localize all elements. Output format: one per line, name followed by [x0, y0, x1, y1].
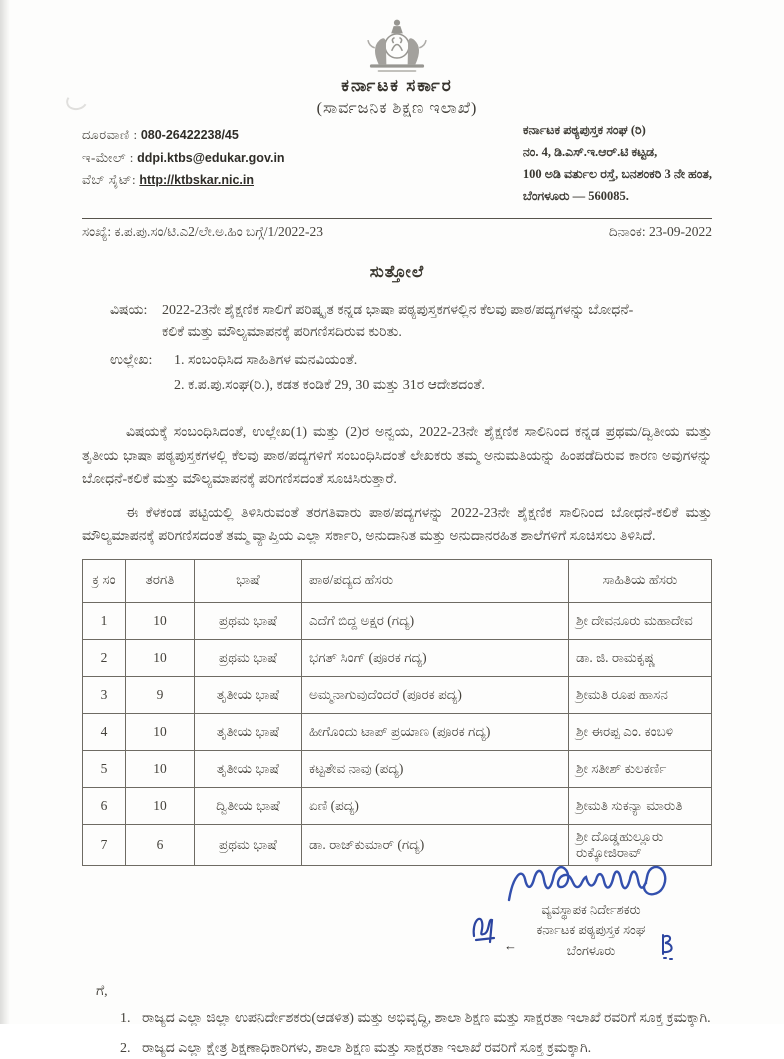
table-row [83, 750, 712, 787]
cell-sl: 2 [83, 639, 126, 676]
cell-language: ಪ್ರಥಮ ಭಾಷೆ [195, 602, 302, 639]
phone-row [82, 124, 285, 147]
cell-author: ಶ್ರೀ ದೇವನೂರು ಮಹಾದೇವ [569, 602, 712, 639]
government-name: ಕರ್ನಾಟಕ ಸರ್ಕಾರ [341, 76, 453, 95]
cell-language: ಪ್ರಥಮ ಭಾಷೆ [195, 824, 302, 865]
header-class: ತರಗತಿ [126, 559, 195, 602]
cell-sl: 3 [83, 676, 126, 713]
horizontal-rule [82, 218, 712, 219]
cell-lesson: ಭಗತ್ ಸಿಂಗ್ (ಪೂರಕ ಗದ್ಯ) [302, 639, 569, 676]
cell-author: ಶ್ರೀಮತಿ ರೂಪ ಹಾಸನ [569, 676, 712, 713]
cell-author: ಶ್ರೀ ಈರಪ್ಪ ಎಂ. ಕಂಬಳಿ [569, 713, 712, 750]
website-row [82, 169, 285, 192]
header-sl-no: ಕ್ರ ಸಂ [83, 559, 126, 602]
signatory-designation: ವ್ಯವಸ್ಥಾಪಕ ನಿರ್ದೇಶಕರು [541, 901, 641, 917]
cell-sl: 1 [83, 602, 126, 639]
distribution-item [120, 1038, 712, 1059]
subject-text: 2022-23ನೇ ಶೈಕ್ಷಣಿಕ ಸಾಲಿಗೆ ಪರಿಷ್ಕೃತ ಕನ್ನಡ ಭಾಷಾ ಪಠ್ಯಪುಸ್ತಕಗಳಲ್ಲಿನ ಕೆಲವು ಪಾಠ/ಪದ್ಯಗಳನ್ನು ಬೋಧನೆ-ಕಲಿಕೆ ಮತ್ತು ಮೌಲ್ಯಮಾಪನಕ್ಕೆ ಪರಿಗಣಿಸದಿರುವ ಕುರಿತು. [162, 302, 634, 340]
cell-author: ಡಾ. ಜಿ. ರಾಮಕೃಷ್ಣ [569, 639, 712, 676]
body-paragraph-2: ಈ ಕೆಳಕಂಡ ಪಟ್ಟಿಯಲ್ಲಿ ತಿಳಿಸಿರುವಂತೆ ತರಗತಿವಾರು ಪಾಠ/ಪದ್ಯಗಳನ್ನು 2022-23ನೇ ಶೈಕ್ಷಣಿಕ ಸಾಲಿನಿಂದ ಬೋಧನೆ-ಕಲಿಕೆ ಮತ್ತು ಮೌಲ್ಯಮಾಪನಕ್ಕೆ ಪರಿಗಣಿಸದಂತೆ ತಮ್ಮ ವ್ಯಾಪ್ತಿಯ ಎಲ್ಲಾ ಸರ್ಕಾರಿ, ಅನುದಾನಿತ ಮತ್ತು ಅನುದಾನರಹಿತ ಶಾಲೆಗಳಿಗೆ ಸೂಚಿಸಲು ತಿಳಿಸಿದೆ. [82, 505, 712, 545]
cell-sl: 4 [83, 713, 126, 750]
distribution-list [82, 984, 712, 1059]
document-title: ಸುತ್ತೋಲೆ [369, 261, 425, 281]
cell-lesson: ಕಟ್ಟತೇವ ನಾವು (ಪದ್ಯ) [302, 750, 569, 787]
phone-number: 080-26422238/45 [140, 128, 239, 142]
header-author-name: ಸಾಹಿತಿಯ ಹೆಸರು [569, 559, 712, 602]
contact-address-block [82, 124, 712, 208]
cell-class: 10 [126, 787, 195, 824]
table-row [83, 713, 712, 750]
contact-details [82, 124, 285, 208]
cell-language: ತೃತೀಯ ಭಾಷೆ [195, 676, 302, 713]
address-line-1: ಕರ್ನಾಟಕ ಪಠ್ಯಪುಸ್ತಕ ಸಂಘ (ರಿ) [522, 123, 646, 137]
header-lesson-name: ಪಾಠ/ಪದ್ಯದ ಹೆಸರು [302, 559, 569, 602]
ink-initial-mark [658, 932, 678, 962]
lessons-table [82, 559, 712, 866]
scan-edge-shadow [0, 0, 10, 1024]
header-language: ಭಾಷೆ [195, 559, 302, 602]
references-block [110, 350, 712, 399]
subject-label: ವಿಷಯ: [110, 302, 148, 318]
address-line-2: ನಂ. 4, ಡಿ.ಎಸ್.ಇ.ಆರ್.ಟಿ ಕಟ್ಟಡ, [522, 144, 658, 159]
item-text: ರಾಜ್ಯದ ಎಲ್ಲಾ ಜಿಲ್ಲಾ ಉಪನಿರ್ದೇಶಕರು(ಆಡಳಿತ) ಮತ್ತು ಅಭಿವೃದ್ಧಿ, ಶಾಲಾ ಶಿಕ್ಷಣ ಮತ್ತು ಸಾಕ್ಷರತಾ ಇಲಾಖೆ ರವರಿಗೆ ಸೂಕ್ತ ಕ್ರಮಕ್ಕಾಗಿ. [142, 1011, 711, 1027]
letter-number: ಸಂಖ್ಯೆ: ಕ.ಪ.ಪು.ಸಂ/ಟಿ.ಎ2/ಲೇ.ಅ.ಹಿಂ ಬಗ್ಗೆ/1/2022-23 [82, 223, 324, 239]
cell-author: ಶ್ರೀ ಸತೀಶ್ ಕುಲಕರ್ಣಿ [569, 750, 712, 787]
cell-class: 10 [126, 639, 195, 676]
cell-class: 6 [126, 824, 195, 865]
letter-date: ದಿನಾಂಕ: 23-09-2022 [608, 223, 712, 239]
cell-class: 10 [126, 602, 195, 639]
website-url: http://ktbskar.nic.in [139, 173, 255, 187]
table-row [83, 787, 712, 824]
signatory-place: ಬೆಂಗಳೂರು [566, 943, 616, 959]
karnataka-government-emblem-icon [348, 14, 446, 74]
table-row [83, 639, 712, 676]
arrow-mark: ← [504, 937, 517, 953]
item-number: 1. [120, 1011, 131, 1027]
phone-label: ದೂರವಾಣಿ : [82, 127, 138, 142]
address-line-4: ಬೆಂಗಳೂರು — 560085. [522, 188, 629, 203]
signatory-organisation: ಕರ್ನಾಟಕ ಪಠ್ಯಪುಸ್ತಕ ಸಂಘ [536, 922, 646, 938]
department-name: (ಸಾರ್ವಜನಿಕ ಶಿಕ್ಷಣ ಇಲಾಖೆ) [316, 100, 478, 117]
cell-sl: 5 [83, 750, 126, 787]
email-address: ddpi.ktbs@edukar.gov.in [137, 150, 285, 165]
cell-lesson: ಡಾ. ರಾಜ್‌ಕುಮಾರ್ (ಗದ್ಯ) [302, 824, 569, 865]
cell-author: ಶ್ರೀಮತಿ ಸುಕನ್ಯಾ ಮಾರುತಿ [569, 787, 712, 824]
cell-class: 9 [126, 676, 195, 713]
item-number: 2. [120, 1040, 131, 1056]
cell-language: ತೃತೀಯ ಭಾಷೆ [195, 750, 302, 787]
subject-block [110, 300, 712, 345]
distribution-item [120, 1008, 712, 1030]
references-label: ಉಲ್ಲೇಖ: [110, 353, 153, 369]
cell-lesson: ಹೀಗೊಂದು ಟಾಪ್ ಪ್ರಯಾಣ (ಪೂರಕ ಗದ್ಯ) [302, 713, 569, 750]
cell-lesson: ಅಮ್ಮನಾಗುವುದೆಂದರೆ (ಪೂರಕ ಪದ್ಯ) [302, 676, 569, 713]
reference-item-2: 2. ಕ.ಪ.ಪು.ಸಂಘ(ರಿ.), ಕಡತ ಕಂಡಿಕೆ 29, 30 ಮತ್ತು 31ರ ಆದೇಶದಂತೆ. [174, 377, 485, 393]
cell-sl: 6 [83, 787, 126, 824]
cell-language: ದ್ವಿತೀಯ ಭಾಷೆ [195, 787, 302, 824]
cell-class: 10 [126, 750, 195, 787]
body-paragraph-1: ವಿಷಯಕ್ಕೆ ಸಂಬಂಧಿಸಿದಂತೆ, ಉಲ್ಲೇಖ(1) ಮತ್ತು (2)ರ ಅನ್ವಯ, 2022-23ನೇ ಶೈಕ್ಷಣಿಕ ಸಾಲಿನಿಂದ ಕನ್ನಡ ಪ್ರಥಮ/ದ್ವಿತೀಯ ಮತ್ತು ತೃತೀಯ ಭಾಷಾ ಪಠ್ಯಪುಸ್ತಕಗಳಲ್ಲಿ ಕೆಲವು ಪಾಠ/ಪದ್ಯಗಳಿಗೆ ಸಂಬಂಧಿಸಿದಂತೆ ಲೇಖಕರು ತಮ್ಮ ಅನುಮತಿಯನ್ನು ಹಿಂಪಡೆದಿರುವ ಕಾರಣ ಅವುಗಳನ್ನು ಬೋಧನೆ-ಕಲಿಕೆ ಮತ್ತು ಮೌಲ್ಯಮಾಪನಕ್ಕೆ ಪರಿಗಣಿಸದಂತೆ ಸೂಚಿಸಿರುತ್ತಾರೆ. [82, 425, 712, 488]
cell-language: ತೃತೀಯ ಭಾಷೆ [195, 713, 302, 750]
email-label: ಇ-ಮೇಲ್ : [82, 149, 134, 165]
email-row [82, 147, 285, 170]
address-line-3: 100 ಅಡಿ ವರ್ತುಲ ರಸ್ತೆ, ಬನಶಂಕರಿ 3 ನೇ ಹಂತ, [522, 166, 712, 181]
ink-scribble-mark [470, 912, 500, 946]
to-label: ಗೆ, [96, 984, 108, 1000]
reference-number-row [82, 224, 712, 240]
cell-sl: 7 [83, 824, 126, 865]
item-text: ರಾಜ್ಯದ ಎಲ್ಲಾ ಕ್ಷೇತ್ರ ಶಿಕ್ಷಣಾಧಿಕಾರಿಗಳು, ಶಾಲಾ ಶಿಕ್ಷಣ ಮತ್ತು ಸಾಕ್ಷರತಾ ಇಲಾಖೆ ರವರಿಗೆ ಸೂಕ್ತ ಕ್ರಮಕ್ಕಾಗಿ. [142, 1040, 592, 1056]
cell-author: ಶ್ರೀ ದೊಡ್ಡಹುಲ್ಲೂರು ರುಕ್ಕೋಜಿರಾವ್ [569, 824, 712, 865]
cell-language: ಪ್ರಥಮ ಭಾಷೆ [195, 639, 302, 676]
reference-item-1: 1. ಸಂಬಂಧಿಸಿದ ಸಾಹಿತಿಗಳ ಮನವಿಯಂತೆ. [174, 353, 358, 369]
references-items [174, 350, 485, 399]
table-row [83, 676, 712, 713]
website-label: ವೆಬ್ ಸೈಟ್: [82, 172, 137, 187]
cell-class: 10 [126, 713, 195, 750]
table-row [83, 602, 712, 639]
table-header-row [83, 559, 712, 602]
cell-lesson: ಏಣಿ (ಪದ್ಯ) [302, 787, 569, 824]
signature-block [476, 860, 706, 962]
letterhead [82, 14, 712, 118]
society-address [523, 120, 712, 208]
cell-lesson: ಎದೆಗೆ ಬಿದ್ದ ಅಕ್ಷರ (ಗದ್ಯ) [302, 602, 569, 639]
